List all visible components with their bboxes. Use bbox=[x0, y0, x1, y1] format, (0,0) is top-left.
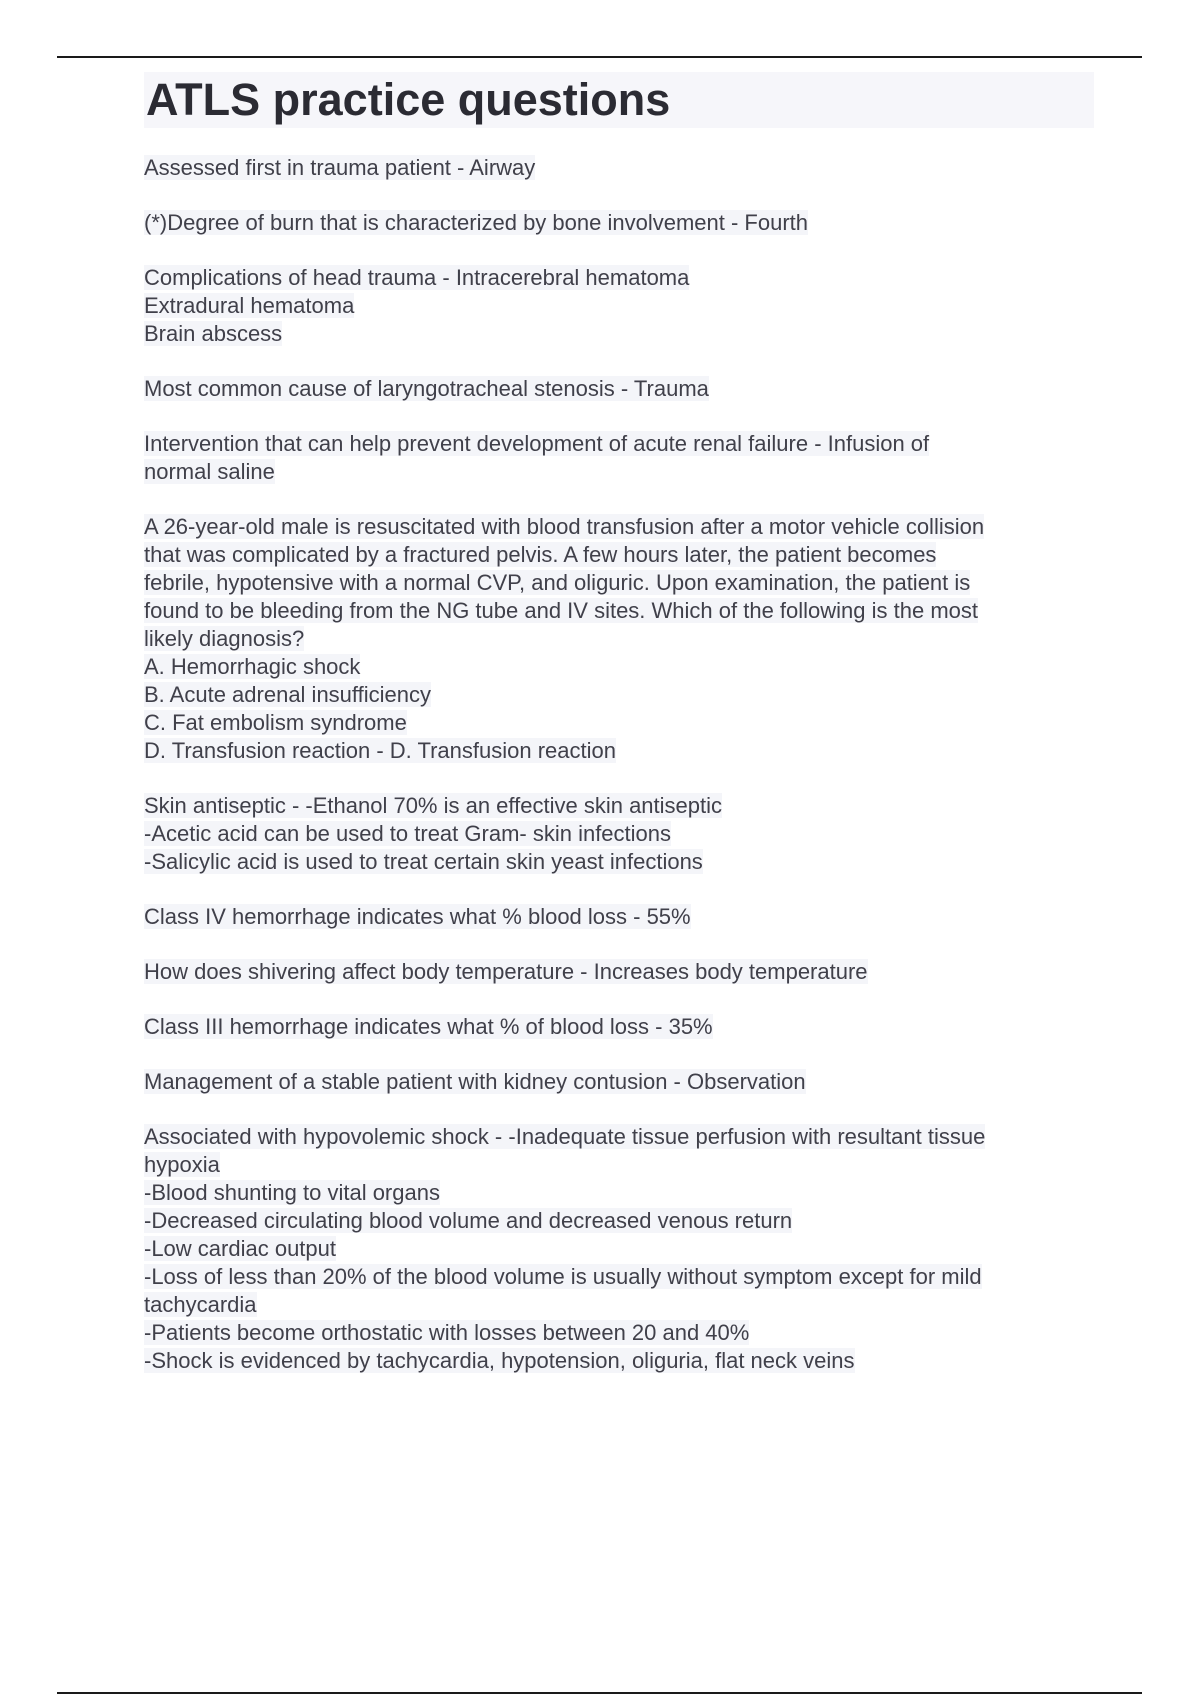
flashcard-line-text: A. Hemorrhagic shock bbox=[144, 654, 361, 679]
flashcard-line-text: Assessed first in trauma patient - Airway bbox=[144, 155, 536, 180]
flashcard-line-text: B. Acute adrenal insufficiency bbox=[144, 682, 431, 707]
flashcard-line-text: -Blood shunting to vital organs bbox=[144, 1180, 440, 1205]
flashcard-line-text: tachycardia bbox=[144, 1292, 257, 1317]
flashcard-line bbox=[144, 1013, 1094, 1041]
flashcard-line-text: Complications of head trauma - Intracerebral hematoma bbox=[144, 265, 690, 290]
flashcard-line bbox=[144, 1179, 1094, 1207]
flashcard-line-text: -Patients become orthostatic with losses between 20 and 40% bbox=[144, 1320, 750, 1345]
flashcard-line-text: -Low cardiac output bbox=[144, 1236, 336, 1261]
flashcard-line bbox=[144, 1151, 1094, 1179]
flashcard-line-text: Extradural hematoma bbox=[144, 293, 355, 318]
flashcard-line-text: (*)Degree of burn that is characterized by bone involvement - Fourth bbox=[144, 210, 808, 235]
flashcard-entry bbox=[144, 154, 1094, 182]
flashcard-line bbox=[144, 1235, 1094, 1263]
flashcard-line bbox=[144, 1347, 1094, 1375]
flashcard-entry bbox=[144, 1013, 1094, 1041]
flashcard-line-text: -Salicylic acid is used to treat certain skin yeast infections bbox=[144, 849, 703, 874]
flashcard-line bbox=[144, 848, 1094, 876]
flashcard-line bbox=[144, 569, 1094, 597]
flashcard-line-text: Management of a stable patient with kidney contusion - Observation bbox=[144, 1069, 806, 1094]
flashcard-line-text: How does shivering affect body temperature - Increases body temperature bbox=[144, 959, 868, 984]
flashcard-line-text: Intervention that can help prevent development of acute renal failure - Infusion of bbox=[144, 431, 930, 456]
flashcard-line bbox=[144, 958, 1094, 986]
flashcard-line-text: Class IV hemorrhage indicates what % blood loss - 55% bbox=[144, 904, 691, 929]
flashcard-line-text: hypoxia bbox=[144, 1152, 220, 1177]
flashcard-entry bbox=[144, 375, 1094, 403]
flashcard-line bbox=[144, 264, 1094, 292]
flashcard-line-text: C. Fat embolism syndrome bbox=[144, 710, 407, 735]
page-title: ATLS practice questions bbox=[144, 72, 1094, 128]
flashcard-line bbox=[144, 292, 1094, 320]
flashcard-line bbox=[144, 737, 1094, 765]
flashcard-entry bbox=[144, 792, 1094, 876]
flashcard-line bbox=[144, 1207, 1094, 1235]
flashcard-line-text: Most common cause of laryngotracheal stenosis - Trauma bbox=[144, 376, 709, 401]
flashcard-entry bbox=[144, 903, 1094, 931]
footer-rule bbox=[57, 1692, 1142, 1694]
flashcard-entry bbox=[144, 430, 1094, 486]
flashcard-line-text: -Shock is evidenced by tachycardia, hypotension, oliguria, flat neck veins bbox=[144, 1348, 855, 1373]
flashcard-line bbox=[144, 1068, 1094, 1096]
flashcard-line bbox=[144, 597, 1094, 625]
flashcard-line-text: D. Transfusion reaction - D. Transfusion reaction bbox=[144, 738, 616, 763]
flashcard-line-text: febrile, hypotensive with a normal CVP, and oliguric. Upon examination, the patient is bbox=[144, 570, 971, 595]
flashcard-line bbox=[144, 625, 1094, 653]
flashcard-line-text: Brain abscess bbox=[144, 321, 283, 346]
flashcard-line bbox=[144, 154, 1094, 182]
flashcard-line bbox=[144, 653, 1094, 681]
document-body bbox=[144, 72, 1094, 1402]
flashcard-line-text: that was complicated by a fractured pelvis. A few hours later, the patient becomes bbox=[144, 542, 937, 567]
flashcard-line-text: likely diagnosis? bbox=[144, 626, 305, 651]
flashcard-line bbox=[144, 1291, 1094, 1319]
flashcard-line bbox=[144, 541, 1094, 569]
flashcard-line bbox=[144, 681, 1094, 709]
flashcard-list bbox=[144, 154, 1094, 1375]
flashcard-line-text: normal saline bbox=[144, 459, 275, 484]
flashcard-line bbox=[144, 320, 1094, 348]
flashcard-line bbox=[144, 1263, 1094, 1291]
flashcard-line bbox=[144, 513, 1094, 541]
flashcard-entry bbox=[144, 264, 1094, 348]
flashcard-line bbox=[144, 709, 1094, 737]
flashcard-line-text: Associated with hypovolemic shock - -Inadequate tissue perfusion with resultant tissue bbox=[144, 1124, 986, 1149]
flashcard-line bbox=[144, 458, 1094, 486]
flashcard-line-text: A 26-year-old male is resuscitated with blood transfusion after a motor vehicle collision bbox=[144, 514, 985, 539]
flashcard-line bbox=[144, 1319, 1094, 1347]
flashcard-entry bbox=[144, 1123, 1094, 1375]
flashcard-line bbox=[144, 1123, 1094, 1151]
flashcard-line bbox=[144, 430, 1094, 458]
flashcard-line bbox=[144, 375, 1094, 403]
flashcard-line-text: -Decreased circulating blood volume and decreased venous return bbox=[144, 1208, 793, 1233]
flashcard-line-text: -Loss of less than 20% of the blood volume is usually without symptom except for mild bbox=[144, 1264, 982, 1289]
flashcard-line-text: found to be bleeding from the NG tube and IV sites. Which of the following is the most bbox=[144, 598, 979, 623]
flashcard-entry bbox=[144, 1068, 1094, 1096]
flashcard-line-text: Class III hemorrhage indicates what % of blood loss - 35% bbox=[144, 1014, 713, 1039]
flashcard-line bbox=[144, 903, 1094, 931]
flashcard-line-text: -Acetic acid can be used to treat Gram- skin infections bbox=[144, 821, 672, 846]
flashcard-entry bbox=[144, 209, 1094, 237]
flashcard-line bbox=[144, 209, 1094, 237]
flashcard-line bbox=[144, 792, 1094, 820]
flashcard-entry bbox=[144, 513, 1094, 765]
flashcard-line-text: Skin antiseptic - -Ethanol 70% is an effective skin antiseptic bbox=[144, 793, 723, 818]
flashcard-line bbox=[144, 820, 1094, 848]
header-rule bbox=[57, 56, 1142, 58]
flashcard-entry bbox=[144, 958, 1094, 986]
